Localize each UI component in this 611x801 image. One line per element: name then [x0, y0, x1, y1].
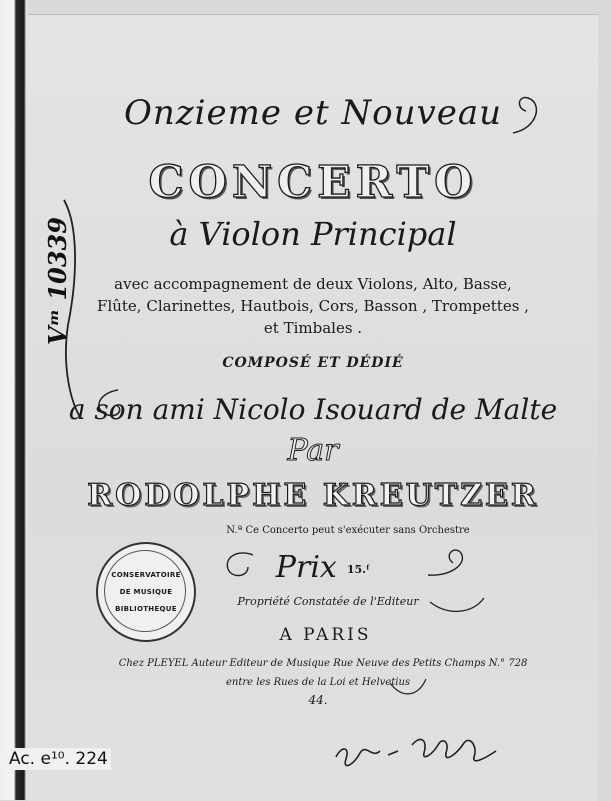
title-ordinal: Onzieme et Nouveau — [123, 93, 503, 133]
accompaniment-text — [28, 273, 598, 339]
publisher-address-1: Chez PLEYEL Auteur Editeur de Musique Rue Neuve des Petits Champs N.° 728 — [118, 658, 528, 669]
publisher-city: A PARIS — [279, 625, 372, 645]
property-flourish — [428, 590, 488, 620]
address-flourish — [388, 673, 428, 703]
margin-catalogue-number: Vᵐ 10339 — [43, 217, 72, 345]
stamp-line-2: DE MUSIQUE — [119, 588, 173, 596]
publisher-signature — [328, 725, 508, 775]
title-page — [28, 14, 598, 801]
publisher-address-2: entre les Rues de la Loi et Helvetius — [225, 677, 411, 688]
price-flourish-right — [423, 545, 473, 585]
dedication-flourish — [88, 385, 128, 425]
binding-edge — [0, 0, 28, 800]
shelfmark: Ac. e¹⁰. 224 — [6, 748, 111, 770]
accompaniment-line-1: avec accompagnement de deux Violons, Alto, Basse, — [114, 275, 512, 293]
price-flourish-left — [218, 545, 258, 585]
composer-name: RODOLPHE KREUTZER — [87, 478, 539, 513]
title-instrument: à Violon Principal — [169, 215, 457, 253]
property-notice: Propriété Constatée de l'Editeur — [237, 595, 419, 608]
accompaniment-line-3: et Timbales . — [263, 319, 363, 337]
orchestra-note: N.ª Ce Concerto peut s'exécuter sans Orchestre — [226, 525, 470, 536]
ordinal-flourish — [508, 93, 548, 143]
title-main: CONCERTO — [148, 157, 478, 208]
plate-number: 44. — [308, 693, 328, 707]
price-amount: 15.ᶠ — [346, 562, 371, 576]
dedication: a son ami Nicolo Isouard de Malte — [68, 393, 558, 426]
library-stamp — [96, 542, 196, 642]
accompaniment-line-2: Flûte, Clarinettes, Hautbois, Cors, Basson , Trompettes , — [97, 297, 529, 315]
price-label: Prix — [275, 550, 337, 585]
composition-heading: COMPOSÉ ET DÉDIÉ — [222, 355, 404, 371]
par-label: Par — [287, 433, 339, 468]
stamp-line-3: BIBLIOTHEQUE — [115, 605, 177, 613]
stamp-line-1: CONSERVATOIRE — [111, 571, 181, 579]
